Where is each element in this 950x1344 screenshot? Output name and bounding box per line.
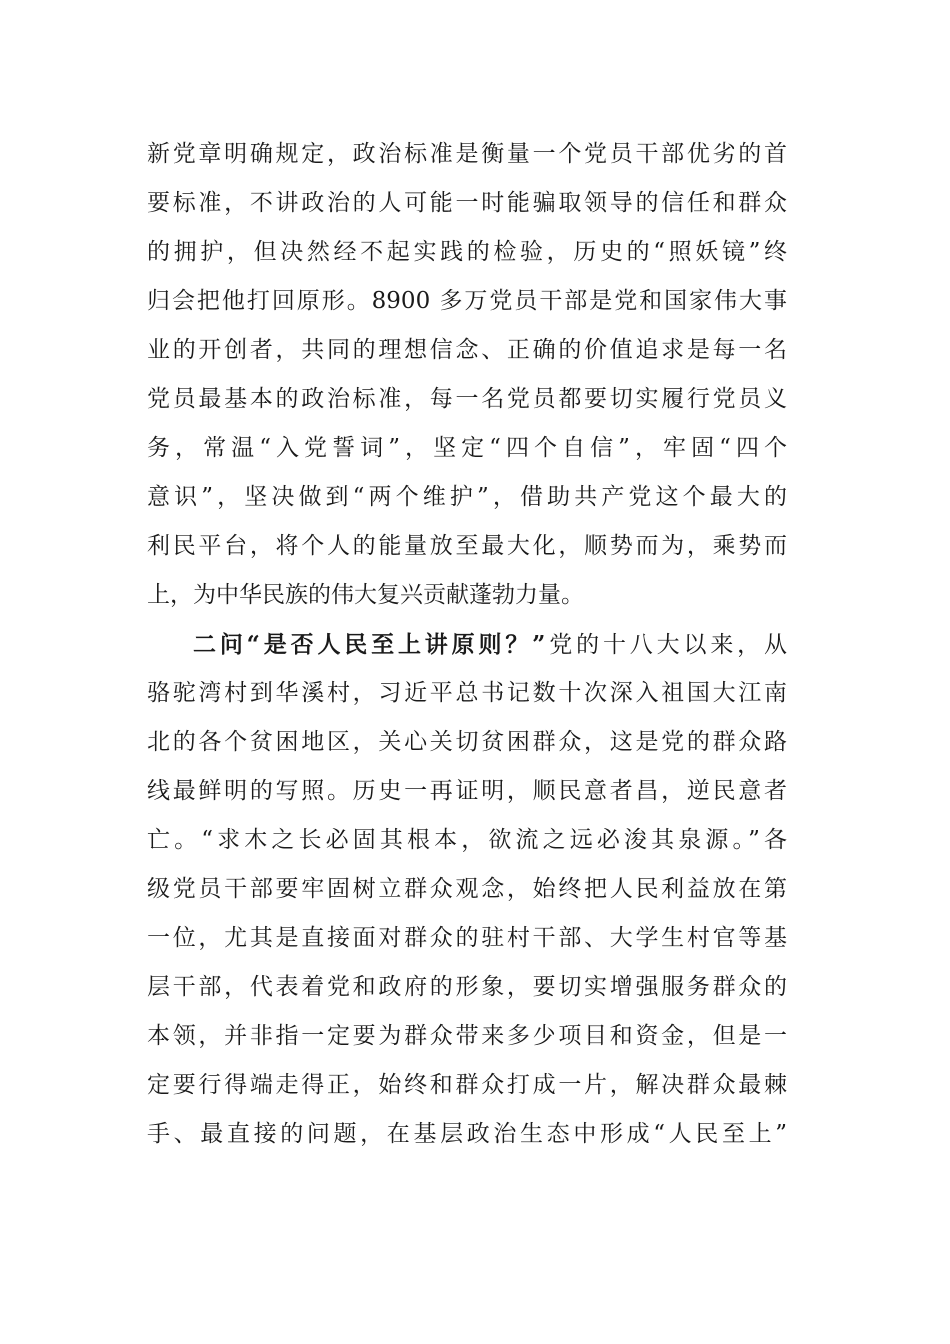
- text-line: 本领，并非指一定要为群众带来多少项目和资金，但是一: [147, 1023, 787, 1049]
- heading-continuation: 党的十八大以来，从: [545, 632, 787, 658]
- section-heading: 二问“是否人民至上讲原则？”: [193, 631, 546, 658]
- text-line: 的拥护，但决然经不起实践的检验，历史的“照妖镜”终: [147, 239, 787, 265]
- text-line: 定要行得端走得正，始终和群众打成一片，解决群众最棘: [147, 1072, 787, 1098]
- paragraph-first-line: [147, 620, 787, 669]
- text-line: 亡。“求木之长必固其根本，欲流之远必浚其泉源。”各: [147, 827, 787, 853]
- text-line: 线最鲜明的写照。历史一再证明，顺民意者昌，逆民意者: [147, 778, 787, 804]
- text-line: 新党章明确规定，政治标准是衡量一个党员干部优劣的首: [147, 141, 787, 167]
- text-line: 手、最直接的问题，在基层政治生态中形成“人民至上”: [147, 1121, 787, 1147]
- text-line: 党员最基本的政治标准，每一名党员都要切实履行党员义: [147, 386, 787, 412]
- text-line: 要标准，不讲政治的人可能一时能骗取领导的信任和群众: [147, 190, 787, 216]
- text-line: 归会把他打回原形。8900 多万党员干部是党和国家伟大事: [147, 288, 787, 314]
- text-line: 层干部，代表着党和政府的形象，要切实增强服务群众的: [147, 974, 787, 1000]
- body-text: [147, 130, 787, 1159]
- text-line: 意识”，坚决做到“两个维护”，借助共产党这个最大的: [147, 484, 787, 510]
- text-line: 一位，尤其是直接面对群众的驻村干部、大学生村官等基: [147, 925, 787, 951]
- text-line: 业的开创者，共同的理想信念、正确的价值追求是每一名: [147, 337, 787, 363]
- paragraph-2: [147, 620, 787, 1159]
- text-line: 上，为中华民族的伟大复兴贡献蓬勃力量。: [147, 582, 584, 608]
- text-line: 利民平台，将个人的能量放至最大化，顺势而为，乘势而: [147, 533, 787, 559]
- text-line: 务，常温“入党誓词”，坚定“四个自信”，牢固“四个: [147, 435, 787, 461]
- text-line: 北的各个贫困地区，关心关切贫困群众，这是党的群众路: [147, 729, 787, 755]
- paragraph-1: [147, 130, 787, 620]
- text-line: 骆驼湾村到华溪村，习近平总书记数十次深入祖国大江南: [147, 680, 787, 706]
- text-line: 级党员干部要牢固树立群众观念，始终把人民利益放在第: [147, 876, 787, 902]
